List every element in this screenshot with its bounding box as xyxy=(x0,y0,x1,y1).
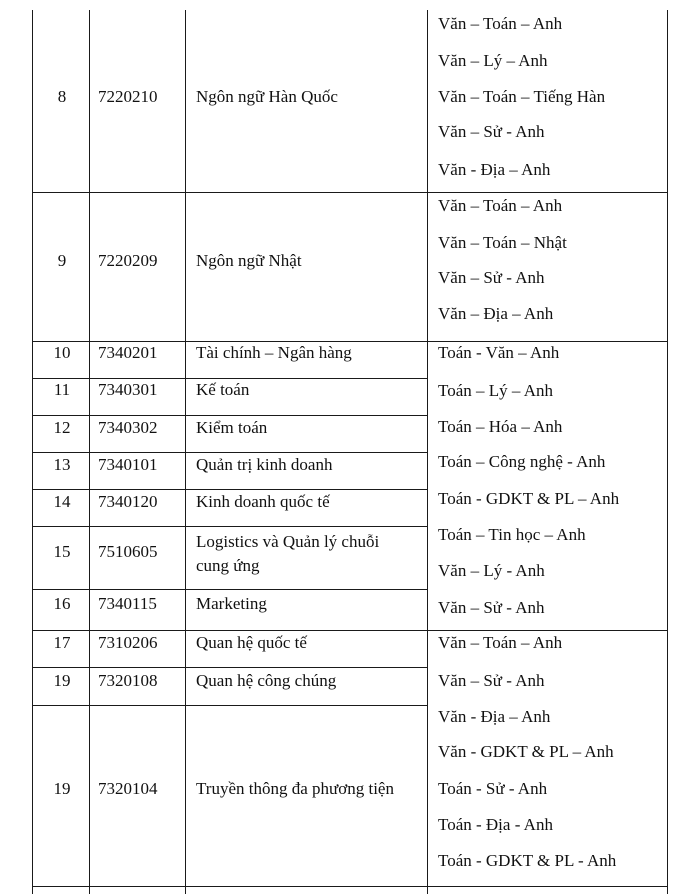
row-number: 10 xyxy=(53,343,71,362)
major-code: 7220210 xyxy=(98,87,158,106)
major-name: Kinh doanh quốc tế xyxy=(196,492,330,511)
subject-combination: Văn – Toán – Nhật xyxy=(438,233,567,252)
subject-combination: Văn - Địa – Anh xyxy=(438,160,551,179)
row-number: 15 xyxy=(53,542,71,561)
major-code: 7310206 xyxy=(98,633,158,652)
major-name: Logistics và Quản lý chuỗi cung ứng xyxy=(196,532,380,575)
major-name: Quan hệ công chúng xyxy=(196,671,337,690)
subject-combination: Văn – Toán – Anh xyxy=(438,14,563,33)
row-number: 13 xyxy=(53,455,71,474)
row-divider xyxy=(32,452,428,453)
subject-combination: Toán - GDKT & PL – Anh xyxy=(438,489,620,508)
subject-combination: Văn – Sử - Anh xyxy=(438,598,545,617)
major-name: Tài chính – Ngân hàng xyxy=(196,343,352,362)
subject-combination: Văn – Toán – Anh xyxy=(438,196,563,215)
major-name: Kế toán xyxy=(196,380,250,399)
subject-combination: Toán – Lý – Anh xyxy=(438,381,553,400)
group-divider xyxy=(32,192,668,193)
major-code: 7340201 xyxy=(98,343,158,362)
row-divider xyxy=(32,415,428,416)
major-name: Quan hệ quốc tế xyxy=(196,633,307,652)
subject-combination: Toán – Hóa – Anh xyxy=(438,417,563,436)
row-divider xyxy=(32,705,428,706)
group-divider xyxy=(32,341,668,342)
group-divider xyxy=(32,630,668,631)
subject-combination: Toán - Văn – Anh xyxy=(438,343,560,362)
row-divider xyxy=(32,667,428,668)
row-number: 12 xyxy=(53,418,71,437)
major-code: 7320108 xyxy=(98,671,158,690)
row-number: 19 xyxy=(53,779,71,798)
subject-combination: Văn – Lý – Anh xyxy=(438,51,548,70)
table-bottom-divider xyxy=(32,886,668,887)
major-code: 7320104 xyxy=(98,779,158,798)
major-code: 7340101 xyxy=(98,455,158,474)
subject-combination: Văn – Địa – Anh xyxy=(438,304,554,323)
major-code: 7340115 xyxy=(98,594,157,613)
row-divider xyxy=(32,378,428,379)
row-number: 9 xyxy=(57,251,67,270)
table-border-right xyxy=(667,10,668,894)
subject-combination: Văn - Địa – Anh xyxy=(438,707,551,726)
subject-combination: Toán – Công nghệ - Anh xyxy=(438,452,606,471)
subject-combination: Toán - Địa - Anh xyxy=(438,815,553,834)
major-name: Ngôn ngữ Hàn Quốc xyxy=(196,87,338,106)
row-divider xyxy=(32,489,428,490)
subject-combination: Toán - Sử - Anh xyxy=(438,779,548,798)
subject-combination: Văn – Sử - Anh xyxy=(438,122,545,141)
row-divider xyxy=(32,526,428,527)
major-name: Marketing xyxy=(196,594,267,613)
row-number: 8 xyxy=(57,87,67,106)
row-number: 19 xyxy=(53,671,71,690)
major-code: 7340120 xyxy=(98,492,158,511)
major-code: 7340301 xyxy=(98,380,158,399)
subject-combination: Toán - GDKT & PL - Anh xyxy=(438,851,617,870)
major-name: Ngôn ngữ Nhật xyxy=(196,251,302,270)
subject-combination: Văn – Toán – Anh xyxy=(438,633,563,652)
subject-combination: Văn - GDKT & PL – Anh xyxy=(438,742,614,761)
row-number: 14 xyxy=(53,492,71,511)
subject-combination: Văn – Sử - Anh xyxy=(438,671,545,690)
row-divider xyxy=(32,589,428,590)
subject-combination: Toán – Tin học – Anh xyxy=(438,525,586,544)
major-name: Quản trị kinh doanh xyxy=(196,455,333,474)
subject-combination: Văn – Toán – Tiếng Hàn xyxy=(438,87,606,106)
row-number: 16 xyxy=(53,594,71,613)
major-code: 7340302 xyxy=(98,418,158,437)
subject-combination: Văn – Lý - Anh xyxy=(438,561,545,580)
major-code: 7510605 xyxy=(98,542,158,561)
subject-combination: Văn – Sử - Anh xyxy=(438,268,545,287)
row-number: 11 xyxy=(53,380,71,399)
major-name: Kiểm toán xyxy=(196,418,268,437)
major-code: 7220209 xyxy=(98,251,158,270)
row-number: 17 xyxy=(53,633,71,652)
major-name: Truyền thông đa phương tiện xyxy=(196,779,394,798)
